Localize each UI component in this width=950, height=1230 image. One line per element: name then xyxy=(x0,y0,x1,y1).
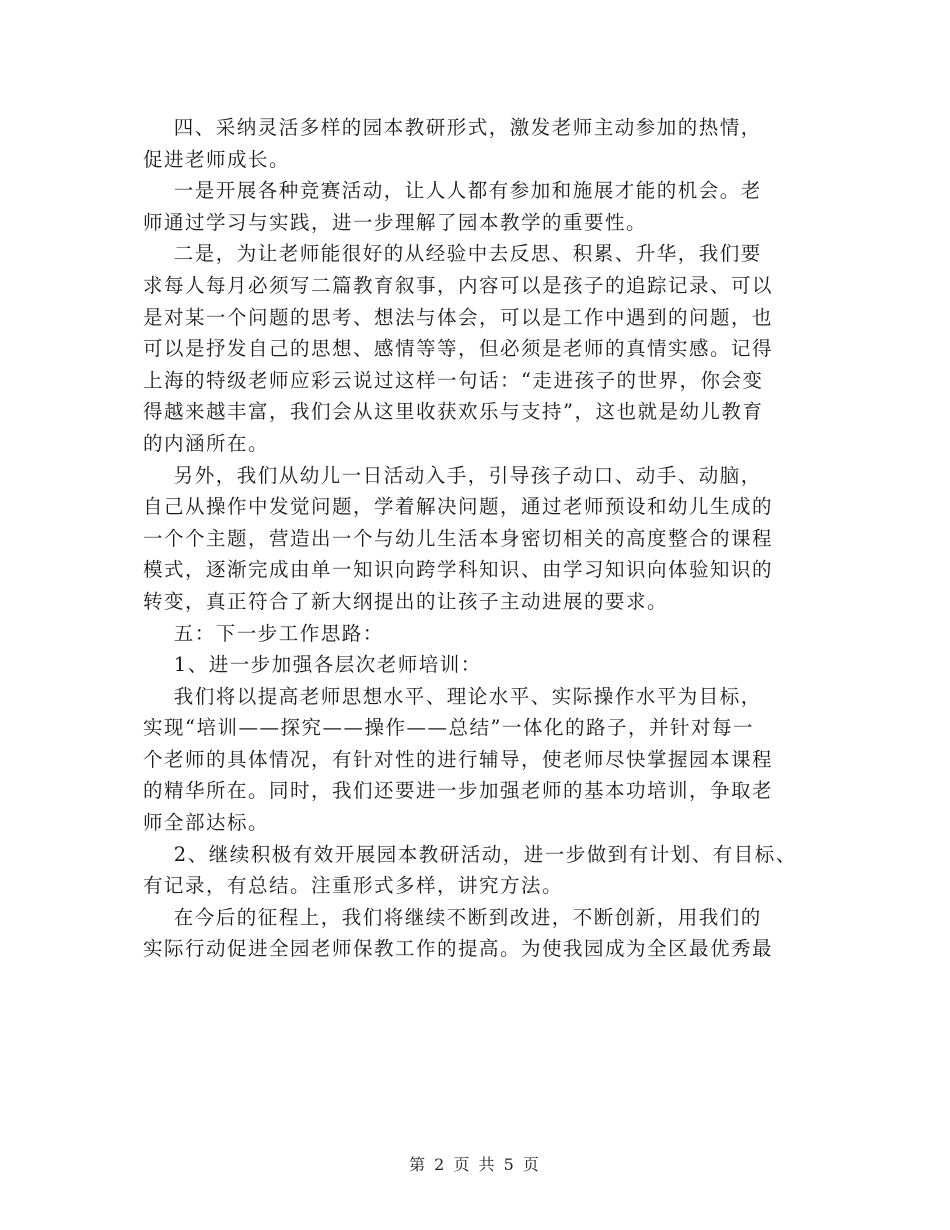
text-line: 是对某一个问题的思考、想法与体会，可以是工作中遇到的问题，也 xyxy=(143,305,774,329)
paragraph-daily-activities xyxy=(143,460,833,618)
text-line: 上海的特级老师应彩云说过这样一句话：“走进孩子的世界，你会变 xyxy=(143,368,764,392)
paragraph-teaching-research-forms xyxy=(143,112,833,175)
text-line: 个老师的具体情况，有针对性的进行辅导，使老师尽快掌握园本课程 xyxy=(143,747,774,771)
text-line: 转变，真正符合了新大纲提出的让孩子主动进展的要求。 xyxy=(143,589,669,613)
text-line: 模式，逐渐完成由单一知识向跨学科知识、由学习知识向体验知识的 xyxy=(143,558,774,582)
text-line: 师通过学习与实践，进一步理解了园本教学的重要性。 xyxy=(143,210,648,234)
text-line: 得越来越丰富，我们会从这里收获欢乐与支持”，这也就是幼儿教育 xyxy=(143,400,764,424)
paragraph-training-goals xyxy=(143,681,833,839)
text-line: 有记录，有总结。注重形式多样，讲究方法。 xyxy=(143,874,564,898)
text-line: 的精华所在。同时，我们还要进一步加强老师的基本功培训，争取老 xyxy=(143,779,774,803)
text-line: 的内涵所在。 xyxy=(143,431,270,455)
text-line: 1、进一步加强各层次老师培训： xyxy=(143,653,482,677)
page-number-footer: 第 2 页 共 5 页 xyxy=(409,1155,541,1174)
text-line: 在今后的征程上，我们将继续不断到改进，不断创新，用我们的 xyxy=(143,905,762,929)
text-line: 一个个主题，营造出一个与幼儿生活本身密切相关的高度整合的课程 xyxy=(143,526,774,550)
subheading-teacher-training xyxy=(143,649,833,681)
text-line: 另外，我们从幼儿一日活动入手，引导孩子动口、动手、动脑， xyxy=(143,463,762,487)
paragraph-competitions xyxy=(143,175,833,238)
text-line: 实际行动促进全园老师保教工作的提高。为使我园成为全区最优秀最 xyxy=(143,937,774,961)
text-line: 可以是抒发自己的思想、感情等等，但必须是老师的真情实感。记得 xyxy=(143,337,774,361)
paragraph-education-narratives xyxy=(143,238,833,459)
text-line: 我们将以提高老师思想水平、理论水平、实际操作水平为目标， xyxy=(143,684,762,708)
document-body xyxy=(143,112,833,965)
text-line: 二是，为让老师能很好的从经验中去反思、积累、升华，我们要 xyxy=(143,242,762,266)
text-line: 实现“培训——探究——操作——总结”一体化的路子，并针对每一 xyxy=(143,716,754,740)
text-line: 一是开展各种竞赛活动，让人人都有参加和施展才能的机会。老 xyxy=(143,179,762,203)
text-line: 2、继续积极有效开展园本教研活动，进一步做到有计划、有目标、 xyxy=(143,842,797,866)
text-line: 求每人每月必须写二篇教育叙事，内容可以是孩子的追踪记录、可以 xyxy=(143,273,774,297)
text-line: 促进老师成长。 xyxy=(143,147,291,171)
text-line: 五：下一步工作思路： xyxy=(143,621,384,645)
text-line: 自己从操作中发觉问题，学着解决问题，通过老师预设和幼儿生成的 xyxy=(143,495,774,519)
paragraph-future-journey xyxy=(143,902,833,965)
text-line: 四、采纳灵活多样的园本教研形式，激发老师主动参加的热情， xyxy=(143,116,762,139)
text-line: 师全部达标。 xyxy=(143,811,270,835)
section-heading-next-steps xyxy=(143,618,833,650)
paragraph-research-activities xyxy=(143,839,833,902)
